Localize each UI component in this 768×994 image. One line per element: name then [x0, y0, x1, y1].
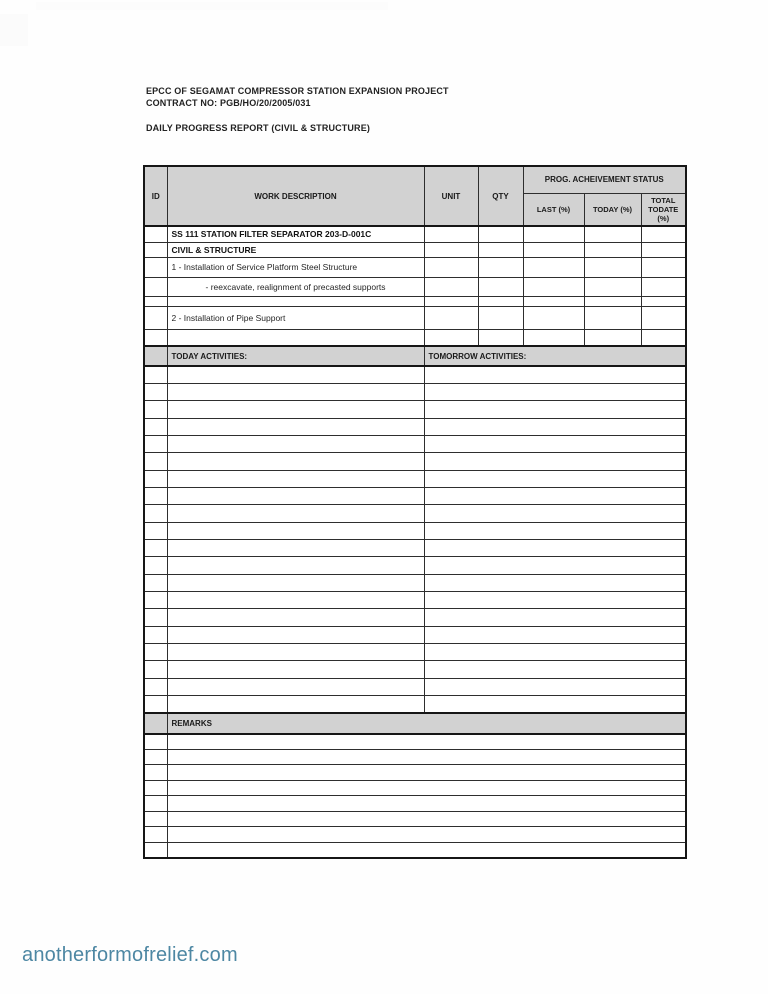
activity-row	[144, 557, 686, 574]
tomorrow-activity-cell	[424, 418, 686, 435]
id-cell	[144, 609, 167, 626]
id-cell	[144, 696, 167, 713]
id-cell	[144, 796, 167, 812]
work-description-cell: 1 - Installation of Service Platform Steel Structure	[167, 257, 424, 277]
remarks-header: REMARKS	[167, 713, 686, 734]
contract-number: CONTRACT NO: PGB/HO/20/2005/031	[146, 97, 311, 108]
work-description-cell: CIVIL & STRUCTURE	[167, 242, 424, 257]
id-cell	[144, 487, 167, 504]
activity-row	[144, 591, 686, 608]
remarks-cell	[167, 734, 686, 750]
total-todate-cell	[641, 242, 686, 257]
work-rows-section	[144, 226, 686, 346]
tomorrow-activity-cell	[424, 557, 686, 574]
tomorrow-activity-cell	[424, 470, 686, 487]
total-todate-cell	[641, 226, 686, 242]
id-cell	[144, 557, 167, 574]
unit-cell	[424, 306, 478, 329]
activity-row	[144, 383, 686, 400]
remarks-row	[144, 842, 686, 858]
id-cell	[144, 242, 167, 257]
activity-row	[144, 487, 686, 504]
scan-artifact	[36, 2, 388, 10]
remarks-cell	[167, 842, 686, 858]
qty-cell	[478, 277, 523, 296]
id-cell	[144, 296, 167, 306]
remarks-cell	[167, 811, 686, 827]
id-cell	[144, 827, 167, 843]
total-todate-cell	[641, 257, 686, 277]
activity-row	[144, 574, 686, 591]
work-description-cell	[167, 329, 424, 346]
id-cell	[144, 383, 167, 400]
table-header-row-1	[144, 166, 686, 193]
work-description-cell: SS 111 STATION FILTER SEPARATOR 203-D-001C	[167, 226, 424, 242]
unit-cell	[424, 329, 478, 346]
today-activity-cell	[167, 609, 424, 626]
last-pct-cell	[523, 226, 584, 242]
activity-row	[144, 609, 686, 626]
remarks-row	[144, 734, 686, 750]
id-cell	[144, 418, 167, 435]
qty-cell	[478, 296, 523, 306]
qty-cell	[478, 329, 523, 346]
tomorrow-activity-cell	[424, 435, 686, 452]
work-description-cell: 2 - Installation of Pipe Support	[167, 306, 424, 329]
today-activity-cell	[167, 678, 424, 695]
activity-row	[144, 661, 686, 678]
id-cell	[144, 306, 167, 329]
today-activity-cell	[167, 435, 424, 452]
id-cell	[144, 574, 167, 591]
watermark-link[interactable]: anotherformofrelief.com	[22, 944, 238, 966]
today-activity-cell	[167, 487, 424, 504]
document-header	[146, 86, 449, 135]
activity-row	[144, 418, 686, 435]
tomorrow-activity-cell	[424, 539, 686, 556]
id-cell	[144, 401, 167, 418]
work-row	[144, 257, 686, 277]
work-row	[144, 277, 686, 296]
remarks-cell	[167, 765, 686, 781]
today-pct-cell	[584, 242, 641, 257]
scan-artifact	[0, 14, 28, 46]
total-todate-cell	[641, 277, 686, 296]
qty-cell	[478, 242, 523, 257]
tomorrow-activity-cell	[424, 626, 686, 643]
col-header-work-description: WORK DESCRIPTION	[167, 166, 424, 226]
remarks-row	[144, 811, 686, 827]
remarks-cell	[167, 827, 686, 843]
activity-row	[144, 522, 686, 539]
id-cell	[144, 713, 167, 734]
remarks-row	[144, 827, 686, 843]
col-header-unit: UNIT	[424, 166, 478, 226]
work-row	[144, 306, 686, 329]
tomorrow-activity-cell	[424, 366, 686, 383]
tomorrow-activity-cell	[424, 591, 686, 608]
remarks-cell	[167, 749, 686, 765]
id-cell	[144, 644, 167, 661]
id-cell	[144, 226, 167, 242]
tomorrow-activity-cell	[424, 661, 686, 678]
remarks-header-row	[144, 713, 686, 734]
work-row	[144, 226, 686, 242]
id-cell	[144, 435, 167, 452]
activities-header-row	[144, 346, 686, 366]
today-activity-cell	[167, 574, 424, 591]
today-activity-cell	[167, 418, 424, 435]
col-header-today-pct: TODAY (%)	[584, 193, 641, 226]
today-activity-cell	[167, 505, 424, 522]
unit-cell	[424, 296, 478, 306]
remarks-rows-section	[144, 734, 686, 858]
activity-row	[144, 539, 686, 556]
tomorrow-activities-header: TOMORROW ACTIVITIES:	[424, 346, 686, 366]
unit-cell	[424, 242, 478, 257]
remarks-cell	[167, 796, 686, 812]
today-activity-cell	[167, 383, 424, 400]
id-cell	[144, 734, 167, 750]
id-cell	[144, 470, 167, 487]
activity-row	[144, 401, 686, 418]
qty-cell	[478, 226, 523, 242]
table-header	[144, 166, 686, 226]
today-activity-cell	[167, 470, 424, 487]
tomorrow-activity-cell	[424, 383, 686, 400]
tomorrow-activity-cell	[424, 574, 686, 591]
activity-row	[144, 435, 686, 452]
id-cell	[144, 765, 167, 781]
id-cell	[144, 539, 167, 556]
report-title: DAILY PROGRESS REPORT (CIVIL & STRUCTURE)	[146, 123, 371, 133]
today-pct-cell	[584, 306, 641, 329]
activity-row	[144, 644, 686, 661]
remarks-cell	[167, 780, 686, 796]
today-pct-cell	[584, 257, 641, 277]
unit-cell	[424, 226, 478, 242]
col-header-total-todate-pct: TOTAL TODATE (%)	[641, 193, 686, 226]
work-row	[144, 296, 686, 306]
today-pct-cell	[584, 296, 641, 306]
progress-report-table	[143, 165, 687, 859]
activity-row	[144, 470, 686, 487]
id-cell	[144, 661, 167, 678]
id-cell	[144, 257, 167, 277]
today-activity-cell	[167, 661, 424, 678]
today-activity-cell	[167, 644, 424, 661]
today-activity-cell	[167, 557, 424, 574]
activity-row	[144, 678, 686, 695]
id-cell	[144, 626, 167, 643]
remarks-row	[144, 780, 686, 796]
total-todate-cell	[641, 296, 686, 306]
today-activity-cell	[167, 539, 424, 556]
last-pct-cell	[523, 329, 584, 346]
activity-row	[144, 505, 686, 522]
today-activity-cell	[167, 626, 424, 643]
activities-rows-section	[144, 366, 686, 713]
col-header-id: ID	[144, 166, 167, 226]
today-activity-cell	[167, 522, 424, 539]
tomorrow-activity-cell	[424, 505, 686, 522]
today-pct-cell	[584, 329, 641, 346]
project-title: EPCC OF SEGAMAT COMPRESSOR STATION EXPANSION PROJECT	[146, 86, 449, 96]
id-cell	[144, 749, 167, 765]
col-header-qty: QTY	[478, 166, 523, 226]
today-activity-cell	[167, 401, 424, 418]
activity-row	[144, 696, 686, 713]
col-header-last-pct: LAST (%)	[523, 193, 584, 226]
id-cell	[144, 522, 167, 539]
today-activity-cell	[167, 591, 424, 608]
id-cell	[144, 678, 167, 695]
tomorrow-activity-cell	[424, 696, 686, 713]
remarks-row	[144, 796, 686, 812]
tomorrow-activity-cell	[424, 453, 686, 470]
last-pct-cell	[523, 306, 584, 329]
id-cell	[144, 346, 167, 366]
id-cell	[144, 505, 167, 522]
id-cell	[144, 329, 167, 346]
tomorrow-activity-cell	[424, 487, 686, 504]
id-cell	[144, 842, 167, 858]
tomorrow-activity-cell	[424, 401, 686, 418]
total-todate-cell	[641, 306, 686, 329]
last-pct-cell	[523, 296, 584, 306]
work-description-cell: - reexcavate, realignment of precasted supports	[167, 277, 424, 296]
activities-section-header	[144, 346, 686, 366]
last-pct-cell	[523, 242, 584, 257]
work-description-cell	[167, 296, 424, 306]
activity-row	[144, 366, 686, 383]
total-todate-cell	[641, 329, 686, 346]
today-activity-cell	[167, 696, 424, 713]
tomorrow-activity-cell	[424, 522, 686, 539]
col-header-prog-achievement-status: PROG. ACHEIVEMENT STATUS	[523, 166, 686, 193]
unit-cell	[424, 257, 478, 277]
last-pct-cell	[523, 257, 584, 277]
remarks-row	[144, 765, 686, 781]
id-cell	[144, 453, 167, 470]
today-activity-cell	[167, 453, 424, 470]
unit-cell	[424, 277, 478, 296]
remarks-row	[144, 749, 686, 765]
id-cell	[144, 591, 167, 608]
tomorrow-activity-cell	[424, 678, 686, 695]
today-pct-cell	[584, 277, 641, 296]
work-row	[144, 242, 686, 257]
qty-cell	[478, 306, 523, 329]
today-activities-header: TODAY ACTIVITIES:	[167, 346, 424, 366]
tomorrow-activity-cell	[424, 644, 686, 661]
id-cell	[144, 277, 167, 296]
remarks-section-header	[144, 713, 686, 734]
work-row	[144, 329, 686, 346]
activity-row	[144, 453, 686, 470]
last-pct-cell	[523, 277, 584, 296]
tomorrow-activity-cell	[424, 609, 686, 626]
id-cell	[144, 366, 167, 383]
activity-row	[144, 626, 686, 643]
today-activity-cell	[167, 366, 424, 383]
id-cell	[144, 780, 167, 796]
id-cell	[144, 811, 167, 827]
today-pct-cell	[584, 226, 641, 242]
qty-cell	[478, 257, 523, 277]
